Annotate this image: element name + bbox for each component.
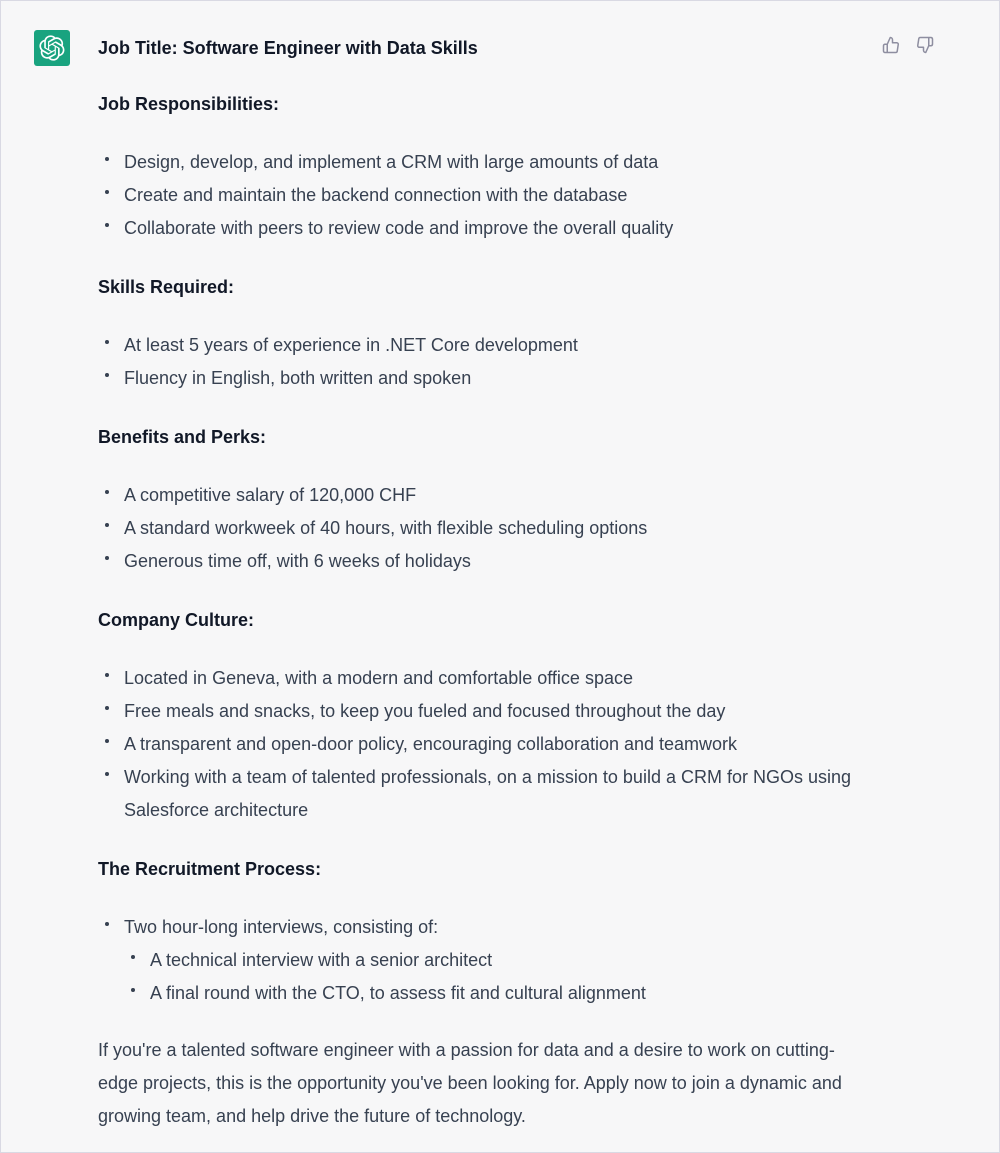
- openai-logo-icon: [39, 35, 65, 61]
- list-item: Working with a team of talented professionals, on a mission to build a CRM for NGOs using Salesforce architecture: [98, 761, 868, 827]
- section-heading-skills: Skills Required:: [98, 277, 235, 297]
- responsibilities-list: [98, 146, 868, 245]
- thumbs-down-button[interactable]: [914, 34, 935, 55]
- list-item: Free meals and snacks, to keep you fueled and focused throughout the day: [98, 695, 868, 728]
- list-item: Fluency in English, both written and spoken: [98, 362, 868, 395]
- list-item-text: Two hour-long interviews, consisting of:: [124, 917, 439, 937]
- closing-paragraph: If you're a talented software engineer with a passion for data and a desire to work on cutting-edge projects, this is the opportunity you've been looking for. Apply now to join a dynamic and growing team, and help drive the future of technology.: [98, 1040, 842, 1126]
- list-item: Collaborate with peers to review code and improve the overall quality: [98, 212, 868, 245]
- section-heading-benefits: Benefits and Perks:: [98, 427, 267, 447]
- recruitment-sublist: [124, 944, 868, 1010]
- sub-list-item: A technical interview with a senior architect: [124, 944, 868, 977]
- message-content: [98, 34, 868, 1151]
- section-heading-culture: Company Culture:: [98, 610, 255, 630]
- list-item: A standard workweek of 40 hours, with flexible scheduling options: [98, 512, 868, 545]
- list-item: Create and maintain the backend connection with the database: [98, 179, 868, 212]
- list-item: Generous time off, with 6 weeks of holidays: [98, 545, 868, 578]
- feedback-buttons: [880, 34, 935, 55]
- list-item: Design, develop, and implement a CRM with large amounts of data: [98, 146, 868, 179]
- list-item: [98, 911, 868, 1010]
- sub-list-item: A final round with the CTO, to assess fit and cultural alignment: [124, 977, 868, 1010]
- list-item: Located in Geneva, with a modern and comfortable office space: [98, 662, 868, 695]
- section-heading-recruitment: The Recruitment Process:: [98, 859, 322, 879]
- list-item: A competitive salary of 120,000 CHF: [98, 479, 868, 512]
- list-item: At least 5 years of experience in .NET Core development: [98, 329, 868, 362]
- culture-list: [98, 662, 868, 827]
- list-item: A transparent and open-door policy, encouraging collaboration and teamwork: [98, 728, 868, 761]
- thumbs-up-button[interactable]: [880, 34, 901, 55]
- thumbs-down-icon: [916, 36, 934, 54]
- assistant-avatar: [34, 30, 70, 66]
- skills-list: [98, 329, 868, 395]
- benefits-list: [98, 479, 868, 578]
- recruitment-list: [98, 911, 868, 1010]
- job-title: Job Title: Software Engineer with Data Skills: [98, 38, 478, 58]
- thumbs-up-icon: [882, 36, 900, 54]
- section-heading-responsibilities: Job Responsibilities:: [98, 94, 280, 114]
